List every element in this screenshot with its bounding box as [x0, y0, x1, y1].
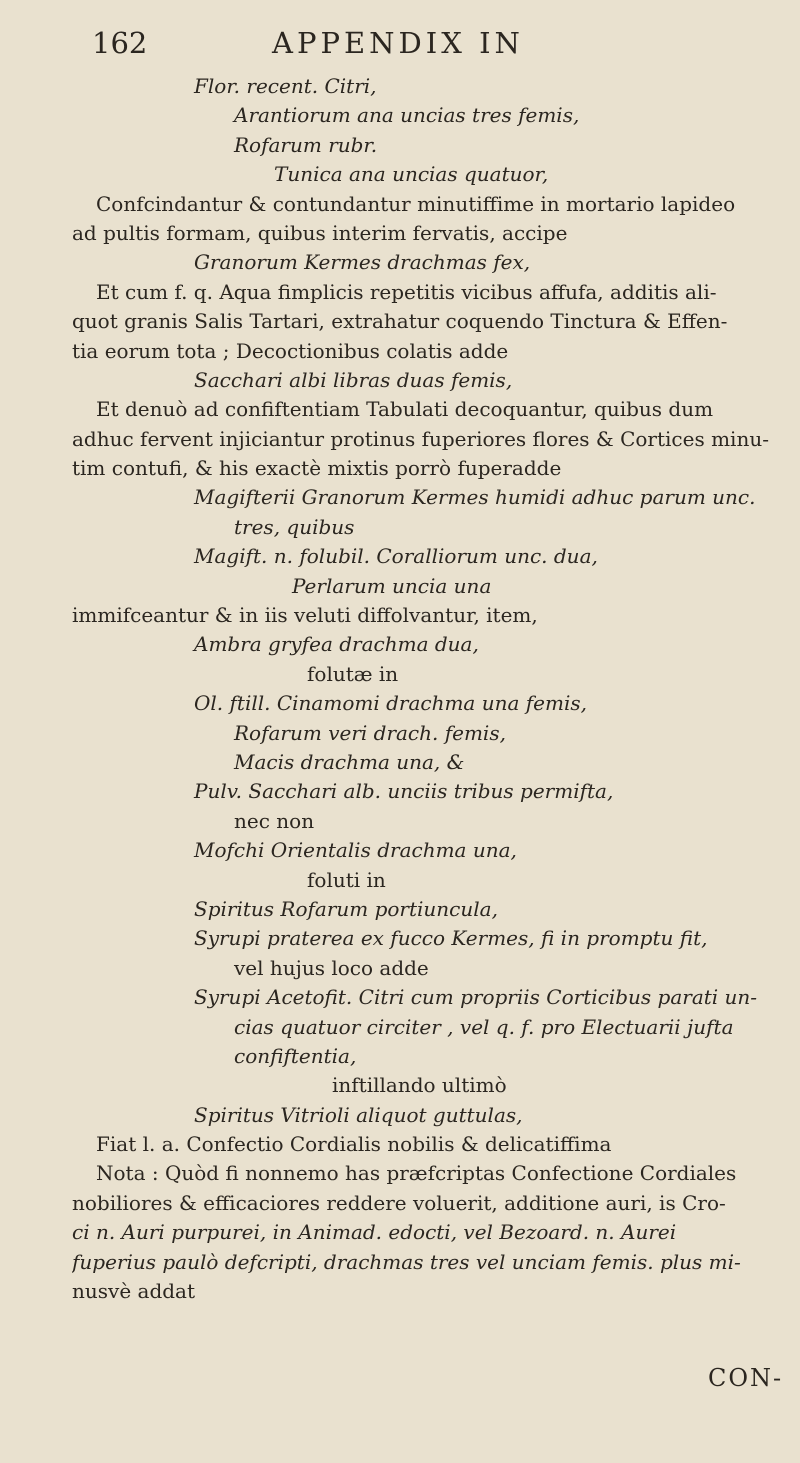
text-line: Magifterii Granorum Kermes humidi adhuc parum unc.: [194, 485, 756, 510]
text-line: Pulv. Sacchari alb. unciis tribus permifta,: [194, 779, 614, 804]
text-line: immifceantur & in iis veluti diffolvantur, item,: [72, 603, 538, 628]
text-line: Rofarum veri drach. femis,: [234, 720, 506, 745]
catchword: CON-: [708, 1364, 784, 1392]
text-line: Fiat l. a. Confectio Cordialis nobilis & delicatiffima: [96, 1132, 612, 1157]
page-number: 162: [92, 26, 148, 60]
text-line: Et denuò ad confiftentiam Tabulati decoquantur, quibus dum: [96, 397, 714, 422]
text-line: Spiritus Vitrioli aliquot guttulas,: [194, 1102, 523, 1127]
text-line: foluti in: [307, 867, 386, 892]
text-line: fuperius paulò defcripti, drachmas tres vel unciam femis. plus mi-: [72, 1249, 741, 1274]
text-line: Confcindantur & contundantur minutiffime in mortario lapideo: [96, 191, 736, 216]
text-line: vel hujus loco adde: [234, 955, 429, 980]
text-line: Granorum Kermes drachmas fex,: [194, 250, 531, 275]
text-line: Syrupi Acetofit. Citri cum propriis Corticibus parati un-: [194, 985, 758, 1010]
text-line: folutæ in: [307, 661, 399, 686]
text-line: tia eorum tota ; Decoctionibus colatis adde: [72, 338, 509, 363]
text-line: Nota : Quòd fi nonnemo has præfcriptas Confectione Cordiales: [96, 1161, 737, 1186]
text-line: nusvè addat: [72, 1279, 196, 1304]
text-line: Flor. recent. Citri,: [194, 74, 377, 98]
text-line: Perlarum uncia una: [292, 573, 492, 598]
text-line: ad pultis formam, quibus interim fervatis, accipe: [72, 220, 568, 245]
text-line: cias quatuor circiter , vel q. f. pro Electuarii jufta: [234, 1014, 734, 1039]
text-line: tres, quibus: [234, 514, 355, 539]
text-line: Rofarum rubr.: [234, 132, 378, 157]
text-line: Macis drachma una, &: [234, 749, 465, 774]
text-line: ci n. Auri purpurei, in Animad. edocti, vel Bezoard. n. Aurei: [72, 1220, 677, 1245]
text-line: nec non: [234, 808, 315, 833]
text-line: Arantiorum ana uncias tres femis,: [234, 103, 580, 128]
text-line: Spiritus Rofarum portiuncula,: [194, 896, 498, 921]
text-line: Ol. ftill. Cinamomi drachma una femis,: [194, 691, 587, 716]
text-line: Et cum f. q. Aqua fimplicis repetitis vicibus affufa, additis ali-: [96, 279, 717, 304]
text-line: tim contufi, & his exactè mixtis porrò fuperadde: [72, 456, 562, 481]
text-line: Ambra gryfea drachma dua,: [194, 632, 479, 657]
text-line: inftillando ultimò: [332, 1073, 507, 1098]
text-line: adhuc fervent injiciantur protinus fuperiores flores & Cortices minu-: [72, 426, 769, 451]
text-line: quot granis Salis Tartari, extrahatur coquendo Tinctura & Effen-: [72, 309, 728, 334]
text-line: Syrupi praterea ex fucco Kermes, fi in promptu fit,: [194, 926, 708, 951]
text-line: confiftentia,: [234, 1043, 357, 1068]
text-line: Tunica ana uncias quatuor,: [274, 162, 549, 187]
running-title: APPENDIX IN: [272, 26, 524, 60]
page-body: [72, 72, 772, 1306]
text-line: Mofchi Orientalis drachma una,: [194, 838, 517, 863]
text-line: Sacchari albi libras duas femis,: [194, 367, 513, 392]
page-header: [72, 26, 762, 66]
text-line: nobiliores & efficaciores reddere voluerit, additione auri, is Cro-: [72, 1190, 726, 1215]
text-line: Magift. n. folubil. Coralliorum unc. dua,: [194, 544, 598, 569]
